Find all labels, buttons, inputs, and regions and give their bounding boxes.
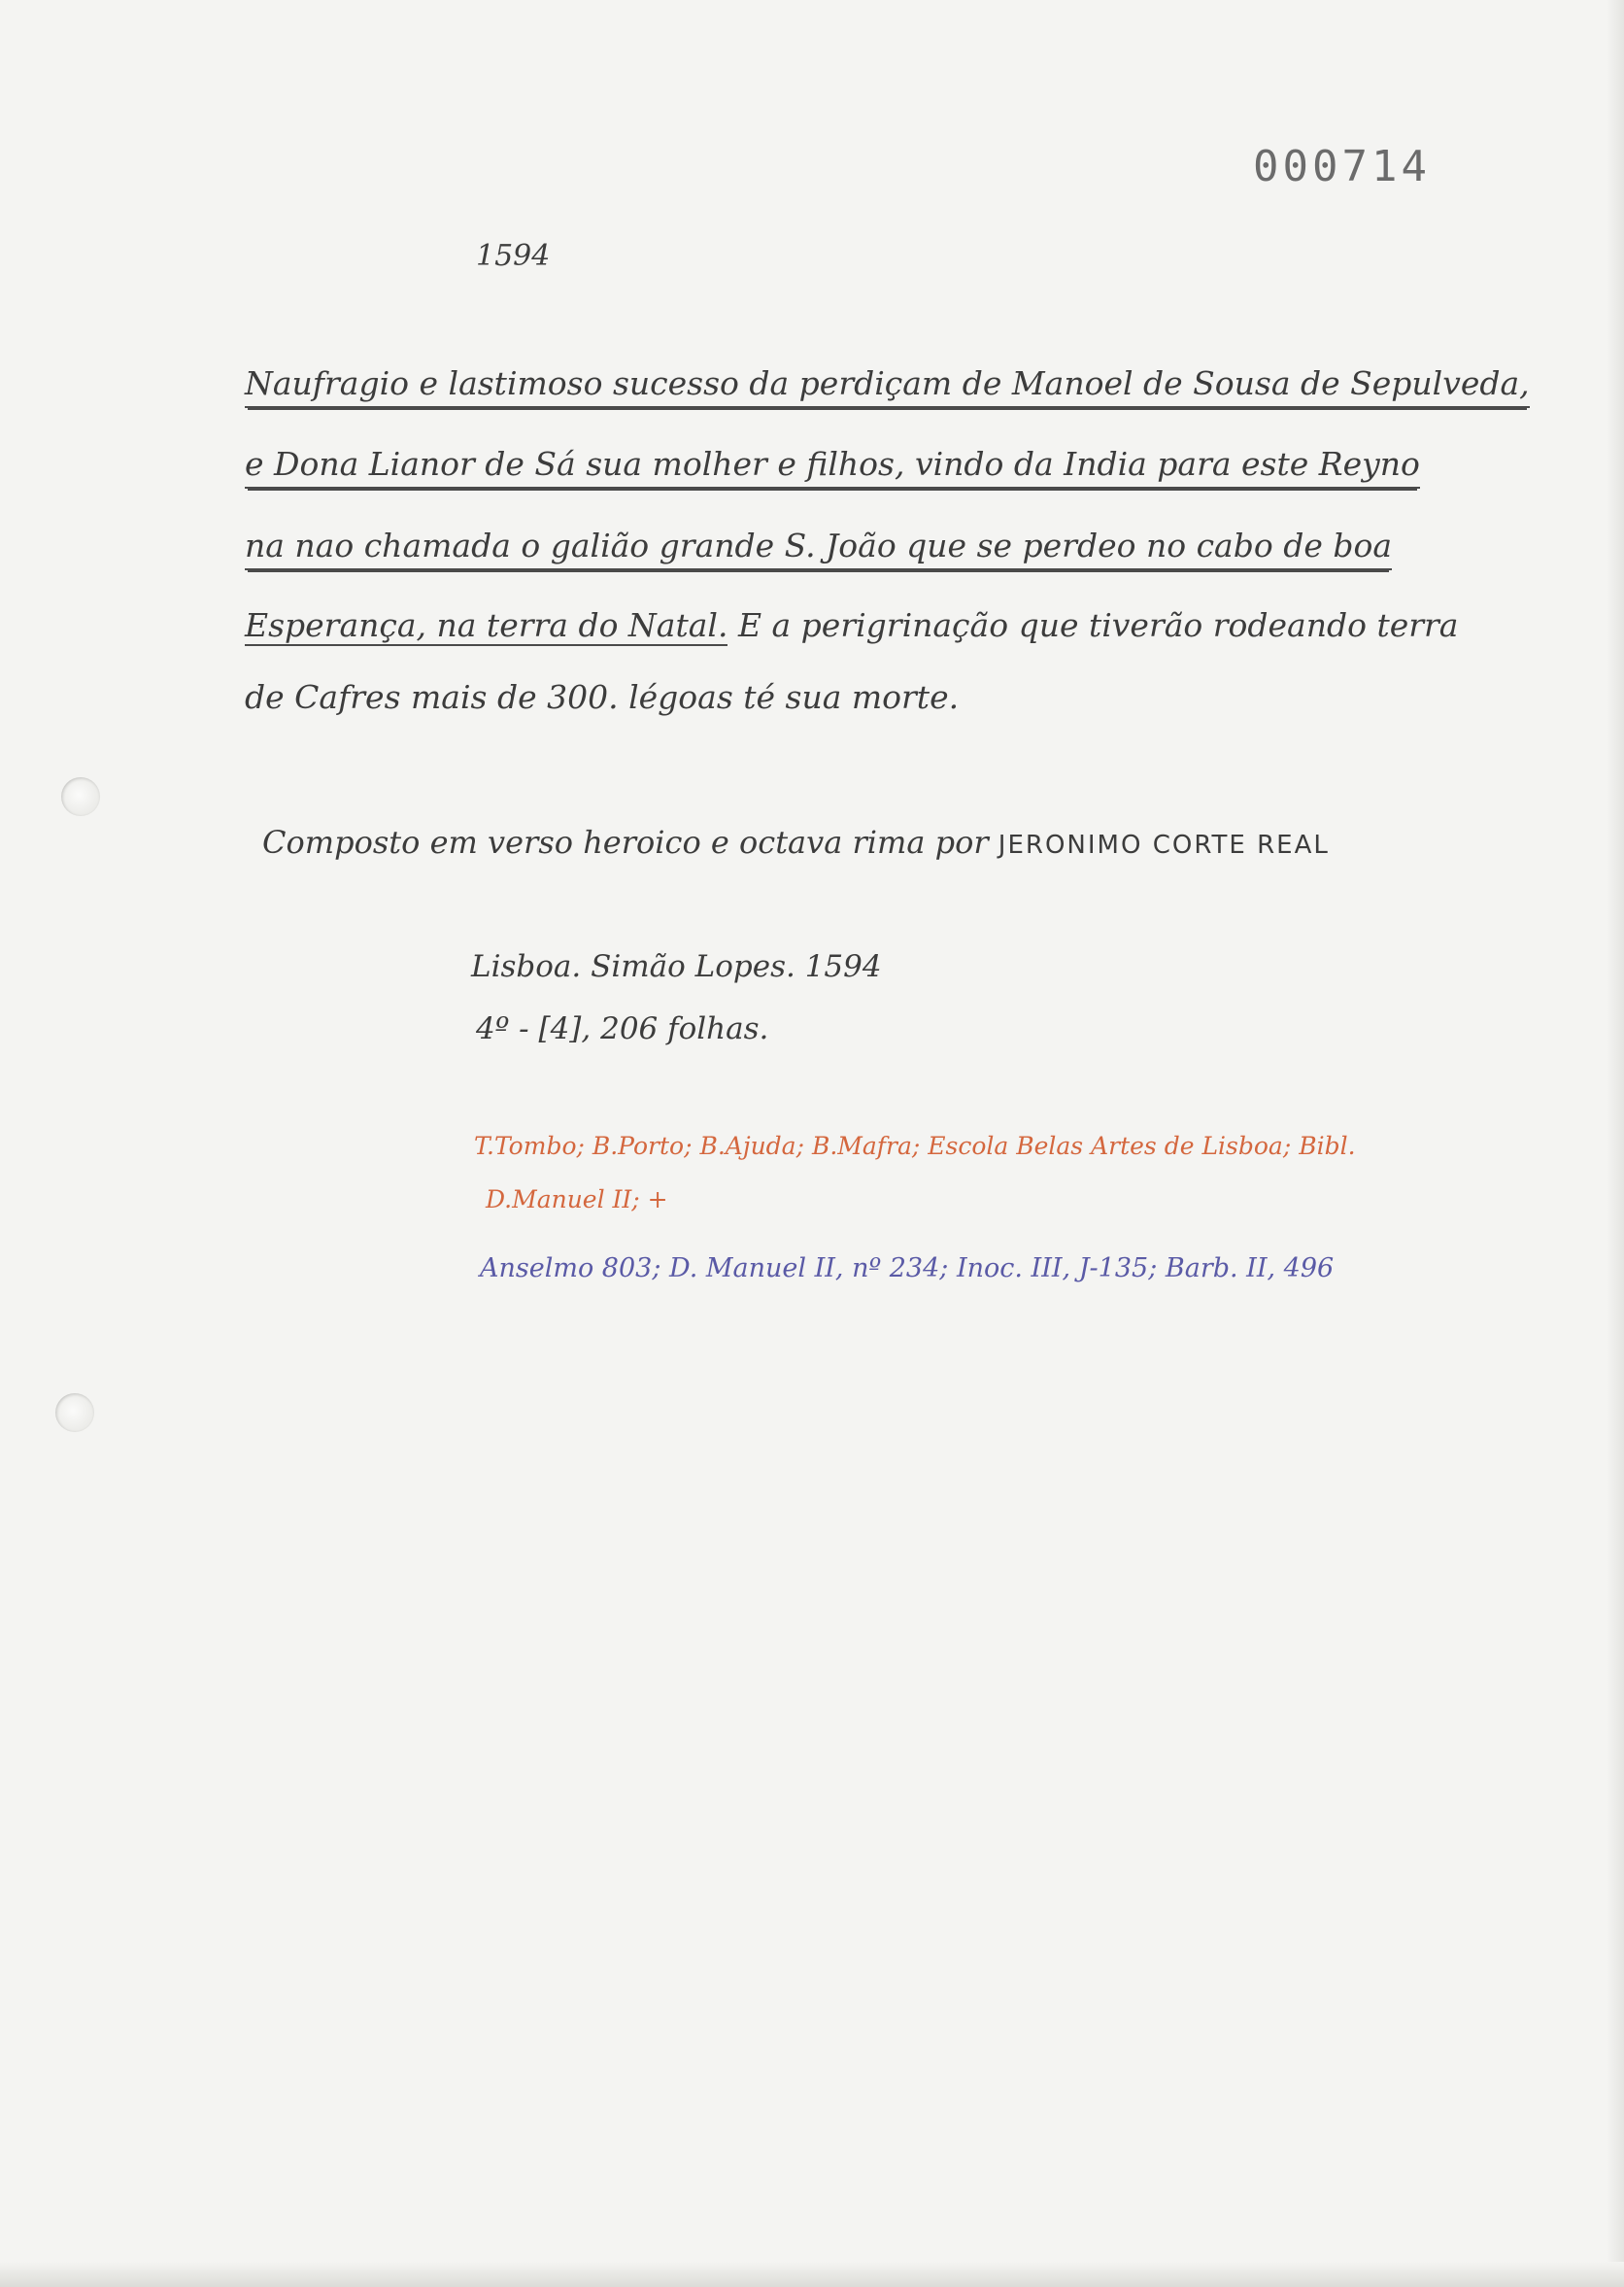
title-line-5: de Cafres mais de 300. légoas té sua morte. [245,678,960,716]
record-number-stamp: 000714 [1253,142,1431,191]
title-line-3: na nao chamada o galião grande S. João que se perdeo no cabo de boa [245,527,1392,570]
collation: 4º - [4], 206 folhas. [476,1011,769,1046]
verse-form-text: Composto em verso heroico e octava rima por [262,824,989,861]
paper-edge-right [1607,0,1624,2287]
punch-hole-lower [55,1393,94,1432]
title-line-4 [245,606,1458,648]
imprint: Lisboa. Simão Lopes. 1594 [471,949,882,984]
title-line-2: e Dona Lianor de Sá sua molher e filhos, vindo da India para este Reyno [245,445,1420,489]
paper-edge-bottom [0,2262,1624,2287]
title-line-4-continued: E a perigrinação que tiverão rodeando terra [727,606,1459,644]
author-name: JERONIMO CORTE REAL [998,831,1330,860]
publication-year: 1594 [476,239,551,273]
punch-hole-upper [61,777,100,816]
bibliographic-references: Anselmo 803; D. Manuel II, nº 234; Inoc. III, J-135; Barb. II, 496 [480,1253,1335,1283]
holdings-line-1: T.Tombo; B.Porto; B.Ajuda; B.Mafra; Escola Belas Artes de Lisboa; Bibl. [474,1132,1356,1160]
holdings-line-2: D.Manuel II; + [486,1185,668,1213]
verse-form-note [262,824,1330,861]
title-line-1: Naufragio e lastimoso sucesso da perdiçam de Manoel de Sousa de Sepulveda, [245,364,1530,408]
title-line-4-underlined: Esperança, na terra do Natal. [245,606,728,644]
